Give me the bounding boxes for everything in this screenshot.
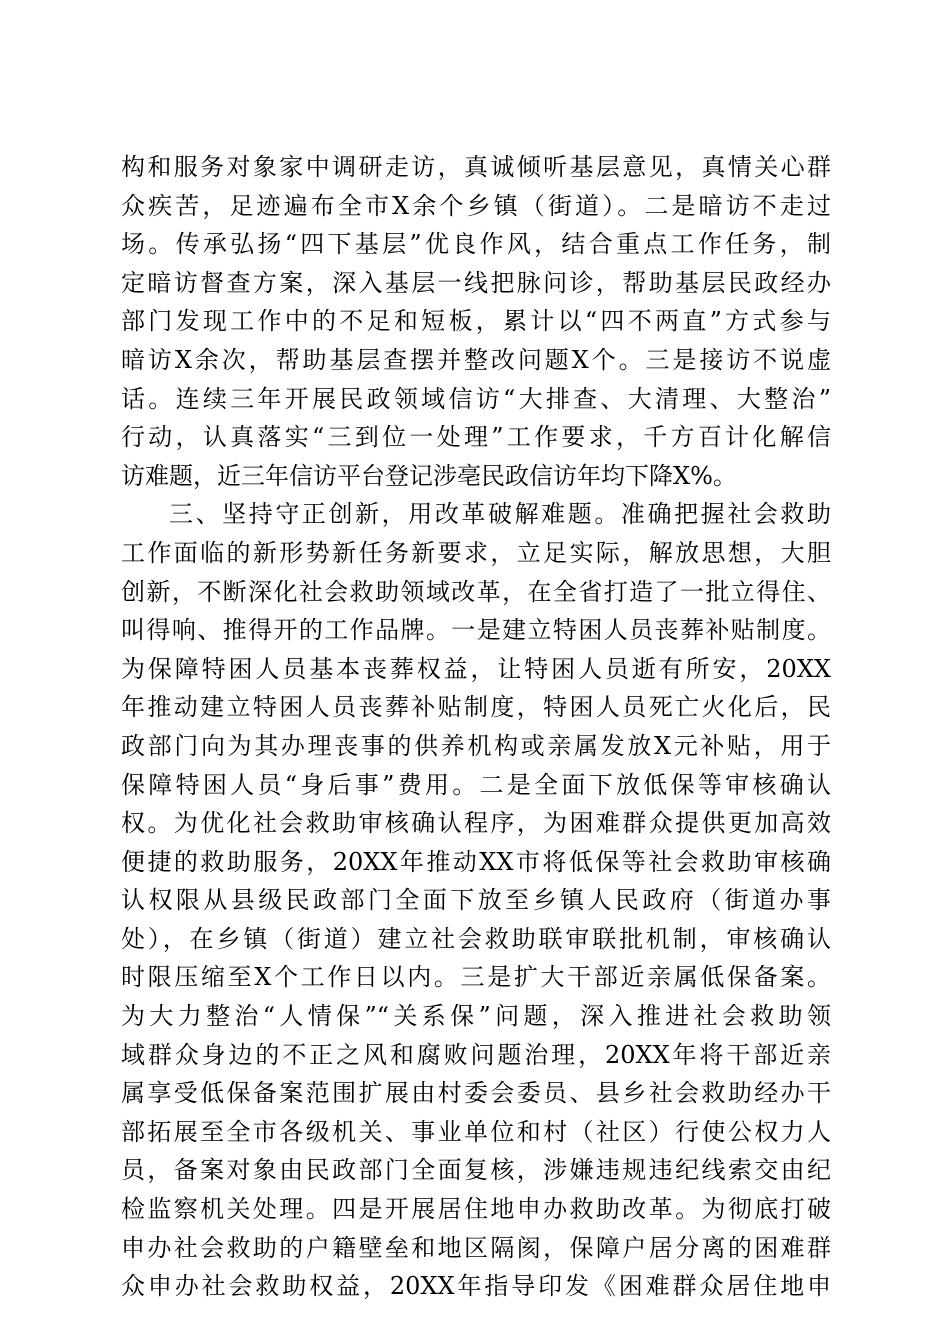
text-line: 域群众身边的不正之风和腐败问题治理，20XX年将干部近亲 (121, 1040, 831, 1069)
text-line: 认权限从县级民政部门全面下放至乡镇人民政府（街道办事 (121, 886, 831, 915)
body-text (121, 148, 831, 1306)
text-line: 属享受低保备案范围扩展由村委会委员、县乡社会救助经办干 (121, 1079, 831, 1108)
text-line: 政部门向为其办理丧事的供养机构或亲属发放X元补贴，用于 (121, 731, 831, 760)
text-line: 构和服务对象家中调研走访，真诚倾听基层意见，真情关心群 (121, 153, 831, 181)
text-line: 为保障特困人员基本丧葬权益，让特困人员逝有所安，20XX (121, 654, 831, 683)
text-line: 工作面临的新形势新任务新要求，立足实际，解放思想，大胆 (121, 538, 831, 567)
text-line: 众疾苦，足迹遍布全市X余个乡镇（街道）。二是暗访不走过 (121, 191, 831, 220)
text-line: 话。连续三年开展民政领域信访“大排查、大清理、大整治” (121, 384, 831, 413)
text-line: 定暗访督查方案，深入基层一线把脉问诊，帮助基层民政经办 (121, 268, 831, 297)
text-line: 检监察机关处理。四是开展居住地申办救助改革。为彻底打破 (121, 1195, 831, 1224)
text-line: 权。为优化社会救助审核确认程序，为困难群众提供更加高效 (121, 809, 831, 838)
section-heading-line: 三、坚持守正创新，用改革破解难题。准确把握社会救助 (169, 500, 831, 529)
text-line: 叫得响、推得开的工作品牌。一是建立特困人员丧葬补贴制度。 (121, 616, 831, 645)
text-line: 保障特困人员“身后事”费用。二是全面下放低保等审核确认 (121, 770, 831, 799)
text-line: 部门发现工作中的不足和短板，累计以“四不两直”方式参与 (121, 307, 831, 336)
text-line: 员，备案对象由民政部门全面复核，涉嫌违规违纪线索交由纪 (121, 1156, 831, 1185)
text-line: 场。传承弘扬“四下基层”优良作风，结合重点工作任务，制 (121, 230, 831, 259)
text-line: 为大力整治“人情保”“关系保”问题，深入推进社会救助领 (121, 1002, 831, 1031)
text-line: 行动，认真落实“三到位一处理”工作要求，千方百计化解信 (121, 423, 831, 452)
paragraph-continued (121, 148, 831, 495)
text-line: 访难题，近三年信访平台登记涉亳民政信访年均下降X%。 (121, 461, 737, 490)
text-line: 处），在乡镇（街道）建立社会救助联审联批机制，审核确认 (121, 924, 831, 953)
text-line: 暗访X余次，帮助基层查摆并整改问题X个。三是接访不说虚 (121, 345, 831, 374)
text-line: 时限压缩至X个工作日以内。三是扩大干部近亲属低保备案。 (121, 963, 831, 992)
text-line: 便捷的救助服务，20XX年推动XX市将低保等社会救助审核确 (121, 847, 831, 876)
text-line: 部拓展至全市各级机关、事业单位和村（社区）行使公权力人 (121, 1117, 831, 1146)
text-line: 创新，不断深化社会救助领域改革，在全省打造了一批立得住、 (121, 577, 831, 606)
text-line: 申办社会救助的户籍壁垒和地区隔阂，保障户居分离的困难群 (121, 1233, 831, 1262)
text-line: 年推动建立特困人员丧葬补贴制度，特困人员死亡火化后，民 (121, 693, 831, 722)
text-line: 众申办社会救助权益，20XX年指导印发《困难群众居住地申 (121, 1272, 831, 1301)
paragraph-section-three (121, 495, 831, 1305)
